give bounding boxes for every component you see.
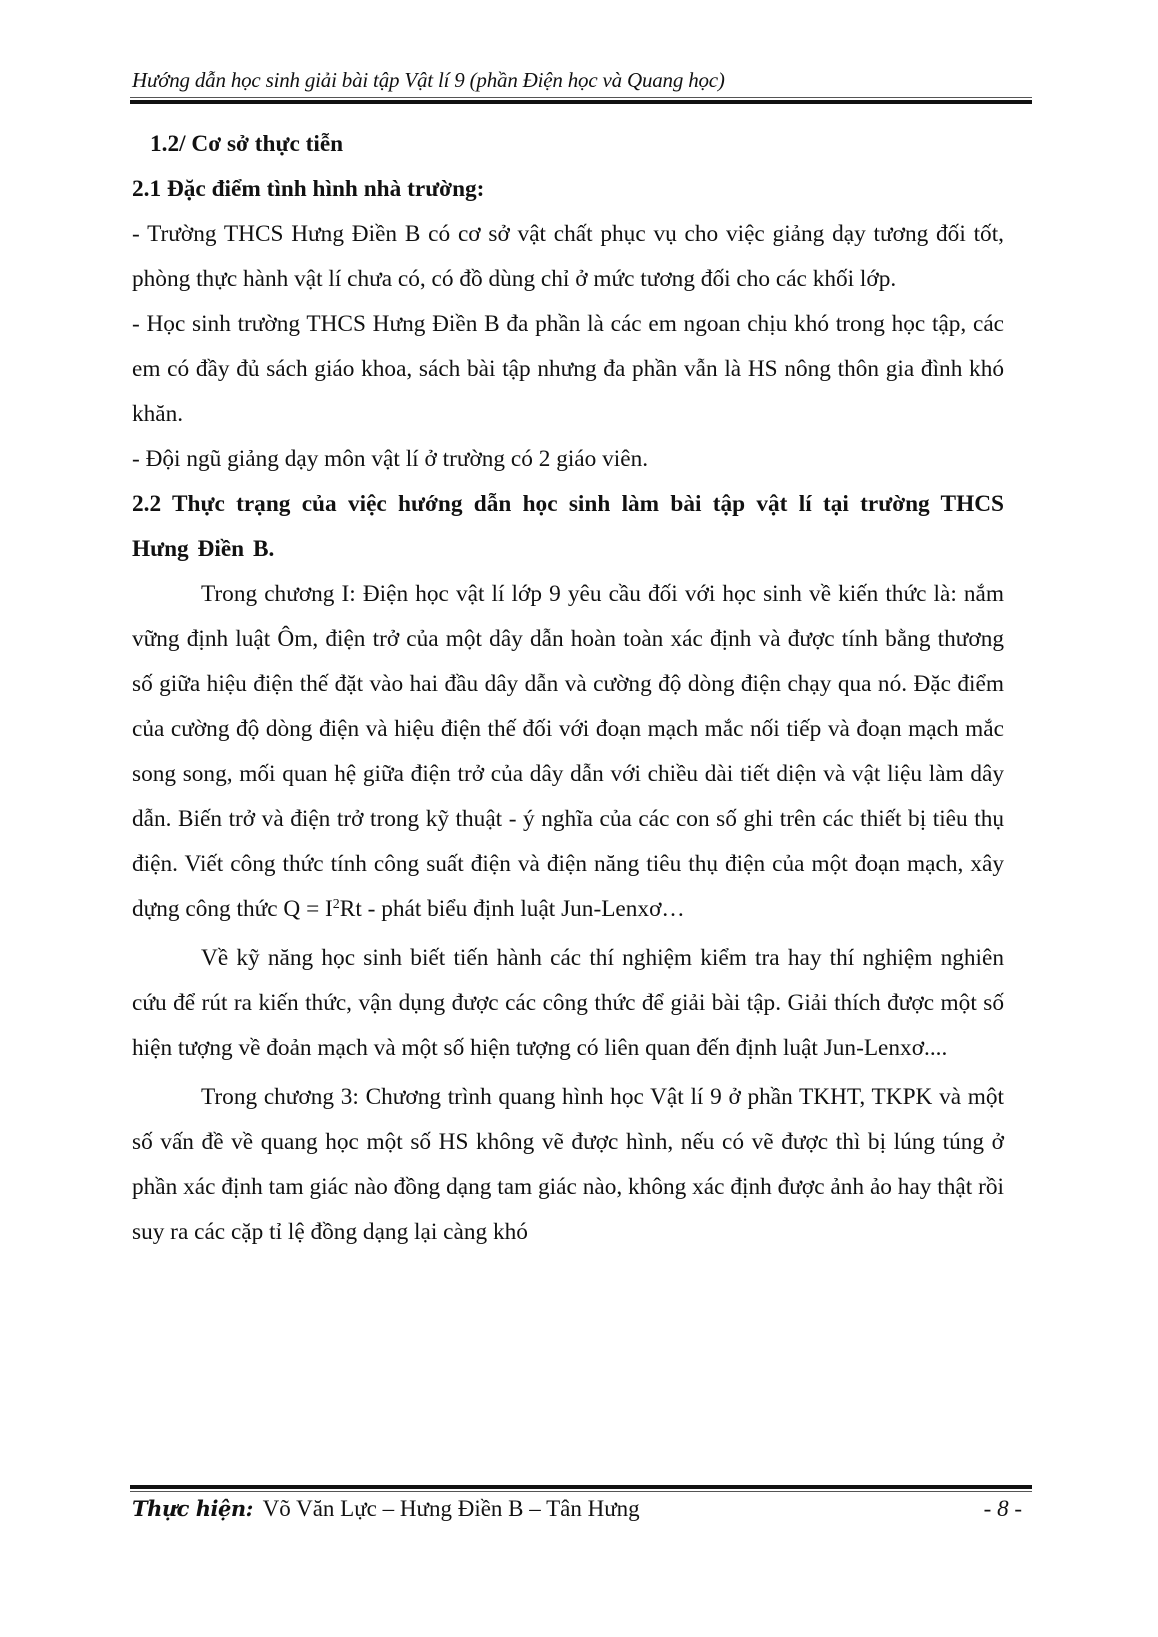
bullet-paragraph-teachers: - Đội ngũ giảng dạy môn vật lí ở trường có 2 giáo viên. (132, 446, 649, 472)
paragraph-chapter-1-tail: Rt - phát biểu định luật Jun-Lenxơ… (339, 896, 685, 922)
footer-double-rule (130, 1485, 1032, 1492)
header-double-rule (130, 97, 1032, 104)
paragraph-chapter-1-text: Trong chương I: Điện học vật lí lớp 9 yêu cầu đối với học sinh về kiến thức là: nắm vững định luật Ôm, điện trở của một dây dẫn hoàn toàn xác định và được tính bằng thương số giữa hiệu điện thế đặt vào hai đầu dây dẫn và cường độ dòng điện chạy qua nó. Đặc điểm của cường độ dòng điện và hiệu điện thế đối với đoạn mạch mắc nối tiếp và đoạn mạch mắc song song, mối quan hệ giữa điện trở của dây dẫn với chiều dài tiết diện và vật liệu làm dây dẫn. Biến trở và điện trở trong kỹ thuật - ý nghĩa của các con số ghi trên các thiết bị tiêu thụ điện. Viết công thức tính công suất điện và điện năng tiêu thụ điện của một đoạn mạch, xây dựng công thức Q = I (132, 581, 1004, 922)
page-footer (132, 1496, 1032, 1530)
footer-rule-thick (130, 1485, 1032, 1489)
paragraph-skills: Về kỹ năng học sinh biết tiến hành các thí nghiệm kiểm tra hay thí nghiệm nghiên cứu để rút ra kiến thức, vận dụng được các công thức để giải bài tập. Giải thích được một số hiện tượng về đoản mạch và một số hiện tượng có liên quan đến định luật Jun-Lenxơ.... (132, 945, 1004, 1061)
formula-superscript: 2 (332, 897, 340, 912)
bullet-paragraph-students: - Học sinh trường THCS Hưng Điền B đa phần là các em ngoan chịu khó trong học tập, các em có đầy đủ sách giáo khoa, sách bài tập nhưng đa phần vẫn là HS nông thôn gia đình khó khăn. (132, 311, 1004, 427)
bullet-paragraph-facilities: - Trường THCS Hưng Điền B có cơ sở vật chất phục vụ cho việc giảng dạy tương đối tốt, phòng thực hành vật lí chưa có, có đồ dùng chỉ ở mức tương đối cho các khối lớp. (132, 221, 1004, 292)
header-rule-thick (130, 100, 1032, 104)
header-rule-thin (130, 97, 1032, 98)
running-header-title: Hướng dẫn học sinh giải bài tập Vật lí 9 (phần Điện học và Quang học) (132, 68, 725, 92)
paragraph-chapter-3: Trong chương 3: Chương trình quang hình học Vật lí 9 ở phần TKHT, TKPK và một số vấn đề về quang học một số HS không vẽ được hình, nếu có vẽ được thì bị lúng túng ở phần xác định tam giác nào đồng dạng tam giác nào, không xác định được ảnh ảo hay thật rồi suy ra các cặp tỉ lệ đồng dạng lại càng khó (132, 1084, 1004, 1245)
page-body (132, 122, 1004, 1255)
section-heading: 1.2/ Cơ sở thực tiễn (150, 131, 344, 157)
footer-rule-thin (130, 1491, 1032, 1492)
footer-author: Võ Văn Lực – Hưng Điền B – Tân Hưng (262, 1496, 640, 1521)
footer-label: Thực hiện: (132, 1496, 253, 1521)
paragraph-chapter-1 (132, 572, 1004, 932)
subsection-heading-2-2: 2.2 Thực trạng của việc hướng dẫn học sinh làm bài tập vật lí tại trường THCS Hưng Điền B. (132, 491, 1004, 562)
page-number: - 8 - (983, 1496, 1022, 1521)
subsection-heading-2-1: 2.1 Đặc điểm tình hình nhà trường: (132, 176, 485, 202)
